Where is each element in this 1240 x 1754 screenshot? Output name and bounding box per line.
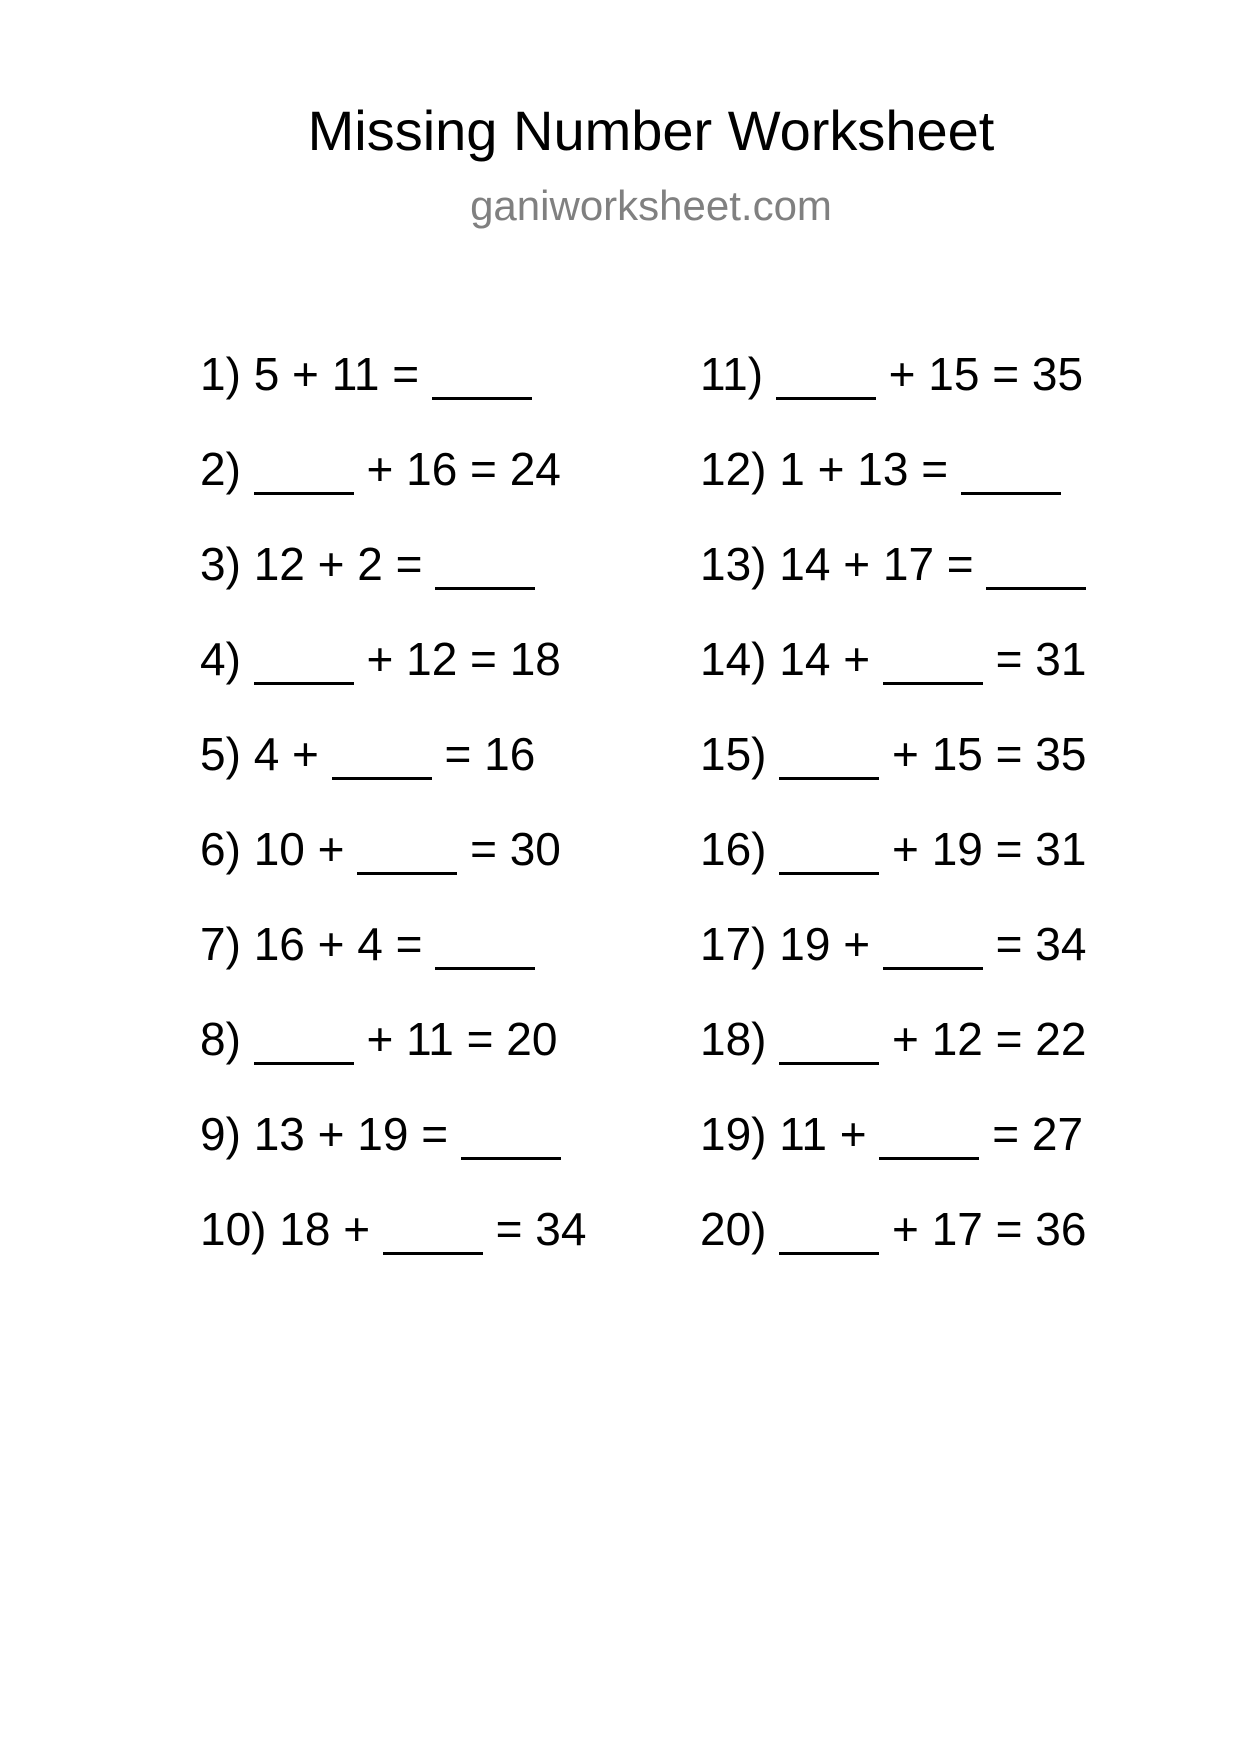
problem-expression-after: + 12 = 22 <box>892 1013 1087 1065</box>
problem-expression-after: = 31 <box>995 633 1087 685</box>
problem-expression-after: + 19 = 31 <box>892 823 1087 875</box>
problems-column-right <box>700 346 1086 1296</box>
answer-blank[interactable] <box>879 1157 979 1160</box>
answer-blank[interactable] <box>883 682 983 685</box>
problem-expression-before: 14 + <box>779 633 871 685</box>
problem-item <box>200 1201 586 1296</box>
problem-number: 12) <box>700 443 767 495</box>
problem-number: 1) <box>200 348 241 400</box>
problem-item <box>200 726 586 821</box>
answer-blank[interactable] <box>435 967 535 970</box>
problem-item <box>700 821 1086 916</box>
problem-expression-after: + 15 = 35 <box>888 348 1084 400</box>
problem-expression-before: 16 + 4 = <box>253 918 423 970</box>
problem-item <box>200 631 586 726</box>
problem-item <box>200 821 586 916</box>
problem-number: 11) <box>700 348 764 400</box>
problem-number: 13) <box>700 538 767 590</box>
answer-blank[interactable] <box>779 872 879 875</box>
problem-expression-after: + 16 = 24 <box>366 443 561 495</box>
problem-item <box>200 536 586 631</box>
problem-expression-before: 12 + 2 = <box>253 538 423 590</box>
answer-blank[interactable] <box>254 492 354 495</box>
problem-expression-before: 19 + <box>779 918 871 970</box>
problem-number: 15) <box>700 728 767 780</box>
problem-expression-after: + 11 = 20 <box>366 1013 558 1065</box>
answer-blank[interactable] <box>779 1252 879 1255</box>
problem-item <box>700 1201 1086 1296</box>
problem-item <box>700 726 1086 821</box>
problem-number: 16) <box>700 823 767 875</box>
problem-item <box>700 346 1086 441</box>
problem-expression-before: 18 + <box>279 1203 371 1255</box>
problem-expression-before: 1 + 13 = <box>779 443 949 495</box>
problem-item <box>700 1011 1086 1106</box>
answer-blank[interactable] <box>383 1252 483 1255</box>
worksheet-source-url: ganiworksheet.com <box>470 182 832 229</box>
answer-blank[interactable] <box>254 682 354 685</box>
problem-item <box>700 631 1086 726</box>
answer-blank[interactable] <box>961 492 1061 495</box>
answer-blank[interactable] <box>435 587 535 590</box>
answer-blank[interactable] <box>332 777 432 780</box>
problem-expression-before: 14 + 17 = <box>779 538 974 590</box>
problem-expression-before: 5 + 11 = <box>253 348 420 400</box>
answer-blank[interactable] <box>776 397 876 400</box>
answer-blank[interactable] <box>986 587 1086 590</box>
problem-expression-after: + 17 = 36 <box>892 1203 1087 1255</box>
problem-expression-after: = 27 <box>992 1108 1084 1160</box>
answer-blank[interactable] <box>254 1062 354 1065</box>
problem-item <box>200 916 586 1011</box>
problem-item <box>200 1106 586 1201</box>
problem-expression-before: 4 + <box>253 728 319 780</box>
problem-item <box>700 536 1086 631</box>
answer-blank[interactable] <box>779 1062 879 1065</box>
problem-expression-after: + 15 = 35 <box>892 728 1087 780</box>
problems-column-left <box>200 346 586 1296</box>
problem-expression-after: = 16 <box>444 728 536 780</box>
problem-number: 7) <box>200 918 241 970</box>
problem-number: 4) <box>200 633 241 685</box>
problem-number: 8) <box>200 1013 241 1065</box>
problem-expression-after: = 34 <box>995 918 1087 970</box>
problem-number: 18) <box>700 1013 767 1065</box>
problem-expression-after: = 34 <box>495 1203 587 1255</box>
problem-number: 3) <box>200 538 241 590</box>
answer-blank[interactable] <box>432 397 532 400</box>
problem-item <box>200 346 586 441</box>
problem-expression-before: 10 + <box>253 823 345 875</box>
problem-number: 10) <box>200 1203 267 1255</box>
problem-item <box>700 441 1086 536</box>
problem-number: 5) <box>200 728 241 780</box>
problem-number: 2) <box>200 443 241 495</box>
problem-item <box>700 1106 1086 1201</box>
problem-number: 20) <box>700 1203 767 1255</box>
problem-number: 14) <box>700 633 767 685</box>
problem-item <box>700 916 1086 1011</box>
problem-expression-after: = 30 <box>470 823 561 875</box>
worksheet-title: Missing Number Worksheet <box>307 99 995 162</box>
problem-number: 17) <box>700 918 767 970</box>
answer-blank[interactable] <box>461 1157 561 1160</box>
problem-number: 6) <box>200 823 241 875</box>
problem-number: 9) <box>200 1108 241 1160</box>
problem-number: 19) <box>700 1108 767 1160</box>
problem-expression-before: 11 + <box>779 1108 867 1160</box>
problem-expression-before: 13 + 19 = <box>253 1108 449 1160</box>
problem-item <box>200 441 586 536</box>
answer-blank[interactable] <box>883 967 983 970</box>
answer-blank[interactable] <box>779 777 879 780</box>
problem-expression-after: + 12 = 18 <box>366 633 561 685</box>
answer-blank[interactable] <box>357 872 457 875</box>
problem-item <box>200 1011 586 1106</box>
